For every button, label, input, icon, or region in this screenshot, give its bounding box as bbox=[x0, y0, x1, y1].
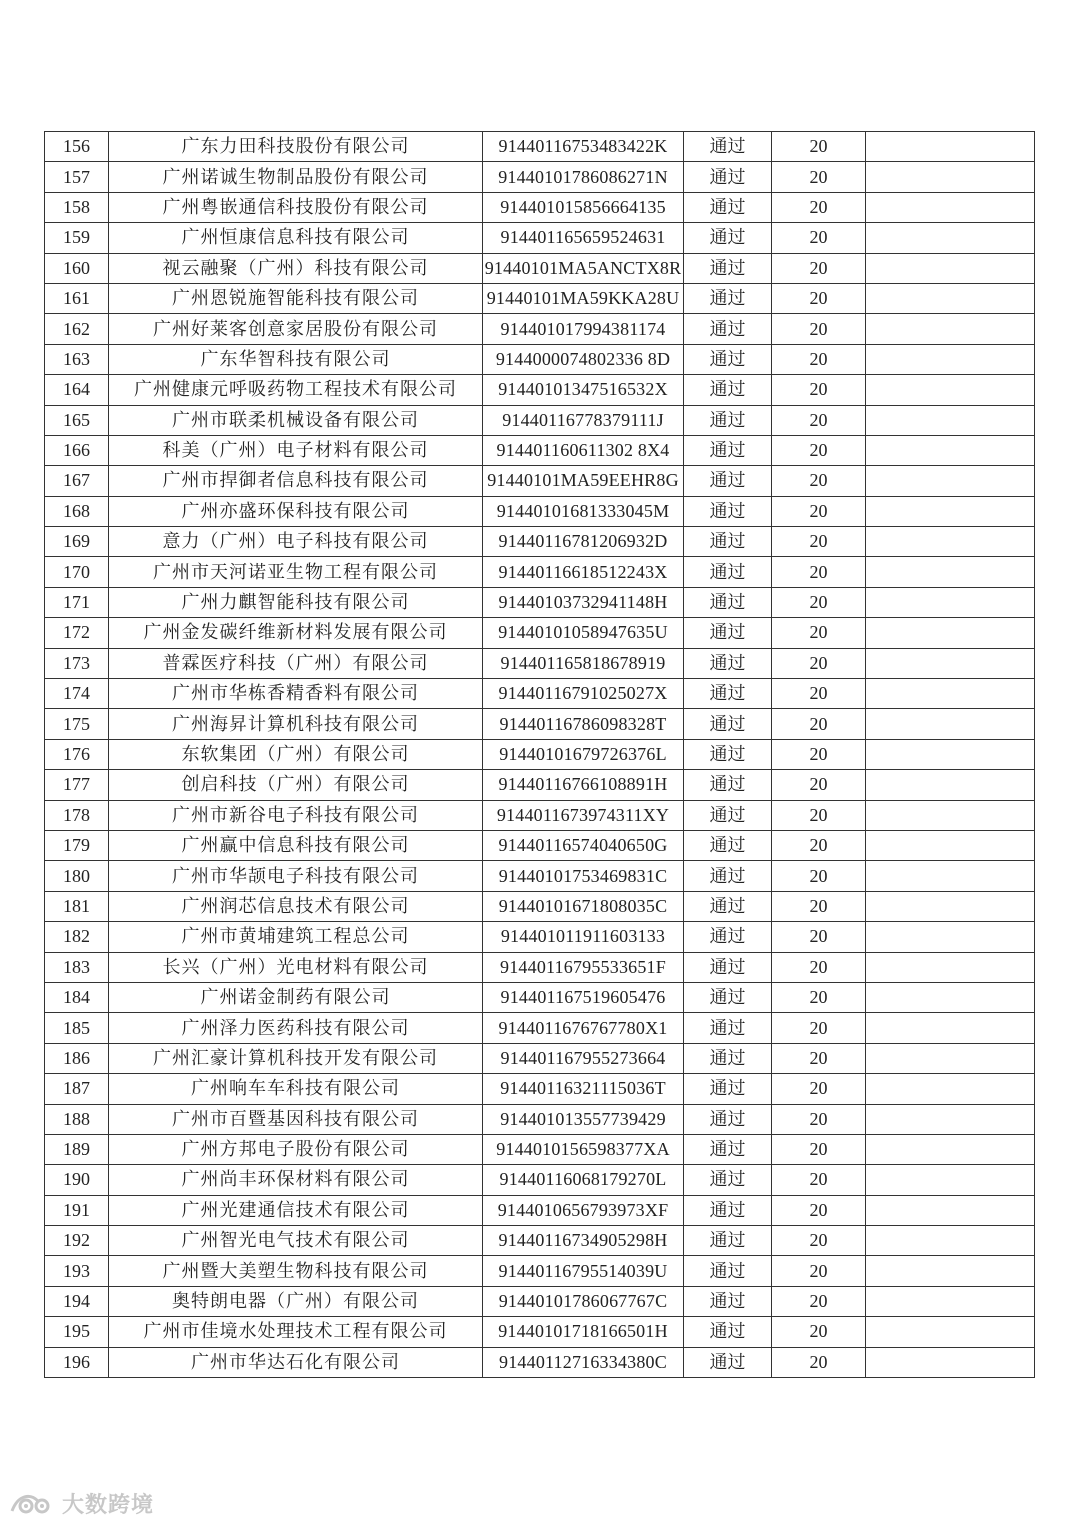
company-name-cell: 广州智光电气技术有限公司 bbox=[109, 1226, 483, 1256]
row-number-cell: 190 bbox=[45, 1165, 109, 1195]
credit-code-cell: 91440101718166501H bbox=[483, 1317, 684, 1347]
table-row bbox=[45, 618, 1035, 648]
company-name-cell: 广州赢中信息科技有限公司 bbox=[109, 830, 483, 860]
remark-cell bbox=[866, 770, 1035, 800]
status-cell: 通过 bbox=[684, 1347, 772, 1377]
status-cell: 通过 bbox=[684, 375, 772, 405]
score-cell: 20 bbox=[772, 1256, 866, 1286]
table-row bbox=[45, 192, 1035, 222]
score-cell: 20 bbox=[772, 891, 866, 921]
score-cell: 20 bbox=[772, 679, 866, 709]
row-number-cell: 170 bbox=[45, 557, 109, 587]
score-cell: 20 bbox=[772, 223, 866, 253]
table-row bbox=[45, 679, 1035, 709]
score-cell: 20 bbox=[772, 770, 866, 800]
score-cell: 20 bbox=[772, 132, 866, 162]
row-number-cell: 183 bbox=[45, 952, 109, 982]
table-row bbox=[45, 1317, 1035, 1347]
status-cell: 通过 bbox=[684, 709, 772, 739]
row-number-cell: 160 bbox=[45, 253, 109, 283]
company-name-cell: 广州方邦电子股份有限公司 bbox=[109, 1134, 483, 1164]
table-row bbox=[45, 739, 1035, 769]
remark-cell bbox=[866, 1195, 1035, 1225]
row-number-cell: 156 bbox=[45, 132, 109, 162]
eye-logo-icon bbox=[8, 1489, 56, 1519]
table-row bbox=[45, 770, 1035, 800]
company-name-cell: 广州恒康信息科技有限公司 bbox=[109, 223, 483, 253]
status-cell: 通过 bbox=[684, 1195, 772, 1225]
remark-cell bbox=[866, 800, 1035, 830]
remark-cell bbox=[866, 375, 1035, 405]
row-number-cell: 168 bbox=[45, 496, 109, 526]
status-cell: 通过 bbox=[684, 1165, 772, 1195]
credit-code-cell: 9144010656793973XF bbox=[483, 1195, 684, 1225]
company-name-cell: 奥特朗电器（广州）有限公司 bbox=[109, 1286, 483, 1316]
score-cell: 20 bbox=[772, 162, 866, 192]
credit-code-cell: 91440116766108891H bbox=[483, 770, 684, 800]
row-number-cell: 184 bbox=[45, 982, 109, 1012]
row-number-cell: 173 bbox=[45, 648, 109, 678]
row-number-cell: 180 bbox=[45, 861, 109, 891]
row-number-cell: 158 bbox=[45, 192, 109, 222]
company-name-cell: 广州汇豪计算机科技开发有限公司 bbox=[109, 1043, 483, 1073]
row-number-cell: 177 bbox=[45, 770, 109, 800]
table-row bbox=[45, 922, 1035, 952]
status-cell: 通过 bbox=[684, 952, 772, 982]
company-name-cell: 长兴（广州）光电材料有限公司 bbox=[109, 952, 483, 982]
row-number-cell: 163 bbox=[45, 344, 109, 374]
table-row bbox=[45, 1347, 1035, 1377]
table-row bbox=[45, 1165, 1035, 1195]
company-name-cell: 广州泽力医药科技有限公司 bbox=[109, 1013, 483, 1043]
row-number-cell: 157 bbox=[45, 162, 109, 192]
status-cell: 通过 bbox=[684, 527, 772, 557]
row-number-cell: 189 bbox=[45, 1134, 109, 1164]
credit-code-cell: 91440116734905298H bbox=[483, 1226, 684, 1256]
table-body bbox=[45, 132, 1035, 1378]
credit-code-cell: 91440101MA5ANCTX8R bbox=[483, 253, 684, 283]
credit-code-cell: 914401165818678919 bbox=[483, 648, 684, 678]
status-cell: 通过 bbox=[684, 1134, 772, 1164]
row-number-cell: 182 bbox=[45, 922, 109, 952]
row-number-cell: 185 bbox=[45, 1013, 109, 1043]
score-cell: 20 bbox=[772, 709, 866, 739]
score-cell: 20 bbox=[772, 1317, 866, 1347]
credit-code-cell: 914401167519605476 bbox=[483, 982, 684, 1012]
table-row bbox=[45, 1226, 1035, 1256]
status-cell: 通过 bbox=[684, 1043, 772, 1073]
company-name-cell: 创启科技（广州）有限公司 bbox=[109, 770, 483, 800]
status-cell: 通过 bbox=[684, 587, 772, 617]
table-row bbox=[45, 1286, 1035, 1316]
credit-code-cell: 91440101786067767C bbox=[483, 1286, 684, 1316]
status-cell: 通过 bbox=[684, 1104, 772, 1134]
row-number-cell: 167 bbox=[45, 466, 109, 496]
status-cell: 通过 bbox=[684, 162, 772, 192]
status-cell: 通过 bbox=[684, 253, 772, 283]
table-row bbox=[45, 223, 1035, 253]
table-row bbox=[45, 982, 1035, 1012]
company-name-cell: 普霖医疗科技（广州）有限公司 bbox=[109, 648, 483, 678]
status-cell: 通过 bbox=[684, 1286, 772, 1316]
company-name-cell: 广州市捍御者信息科技有限公司 bbox=[109, 466, 483, 496]
company-name-cell: 意力（广州）电子科技有限公司 bbox=[109, 527, 483, 557]
status-cell: 通过 bbox=[684, 192, 772, 222]
credit-code-cell: 9144011676767780X1 bbox=[483, 1013, 684, 1043]
remark-cell bbox=[866, 618, 1035, 648]
score-cell: 20 bbox=[772, 982, 866, 1012]
score-cell: 20 bbox=[772, 739, 866, 769]
company-name-cell: 东软集团（广州）有限公司 bbox=[109, 739, 483, 769]
row-number-cell: 191 bbox=[45, 1195, 109, 1225]
remark-cell bbox=[866, 679, 1035, 709]
company-name-cell: 广州尚丰环保材料有限公司 bbox=[109, 1165, 483, 1195]
table-row bbox=[45, 648, 1035, 678]
table-row bbox=[45, 952, 1035, 982]
row-number-cell: 162 bbox=[45, 314, 109, 344]
remark-cell bbox=[866, 1074, 1035, 1104]
remark-cell bbox=[866, 1104, 1035, 1134]
status-cell: 通过 bbox=[684, 648, 772, 678]
status-cell: 通过 bbox=[684, 982, 772, 1012]
row-number-cell: 196 bbox=[45, 1347, 109, 1377]
company-name-cell: 广州亦盛环保科技有限公司 bbox=[109, 496, 483, 526]
remark-cell bbox=[866, 587, 1035, 617]
row-number-cell: 172 bbox=[45, 618, 109, 648]
score-cell: 20 bbox=[772, 1104, 866, 1134]
remark-cell bbox=[866, 162, 1035, 192]
status-cell: 通过 bbox=[684, 223, 772, 253]
table-row bbox=[45, 283, 1035, 313]
table-row bbox=[45, 466, 1035, 496]
table-row bbox=[45, 709, 1035, 739]
credit-code-cell: 914401160611302 8X4 bbox=[483, 435, 684, 465]
score-cell: 20 bbox=[772, 283, 866, 313]
table-row bbox=[45, 496, 1035, 526]
remark-cell bbox=[866, 435, 1035, 465]
remark-cell bbox=[866, 1134, 1035, 1164]
status-cell: 通过 bbox=[684, 435, 772, 465]
status-cell: 通过 bbox=[684, 1074, 772, 1104]
table-row bbox=[45, 830, 1035, 860]
company-name-cell: 广州健康元呼吸药物工程技术有限公司 bbox=[109, 375, 483, 405]
company-name-cell: 广东华智科技有限公司 bbox=[109, 344, 483, 374]
table-row bbox=[45, 891, 1035, 921]
score-cell: 20 bbox=[772, 800, 866, 830]
row-number-cell: 171 bbox=[45, 587, 109, 617]
row-number-cell: 187 bbox=[45, 1074, 109, 1104]
table-row bbox=[45, 861, 1035, 891]
status-cell: 通过 bbox=[684, 861, 772, 891]
status-cell: 通过 bbox=[684, 830, 772, 860]
status-cell: 通过 bbox=[684, 344, 772, 374]
company-name-cell: 广州市佳境水处理技术工程有限公司 bbox=[109, 1317, 483, 1347]
remark-cell bbox=[866, 861, 1035, 891]
status-cell: 通过 bbox=[684, 770, 772, 800]
status-cell: 通过 bbox=[684, 466, 772, 496]
score-cell: 20 bbox=[772, 1165, 866, 1195]
score-cell: 20 bbox=[772, 830, 866, 860]
row-number-cell: 169 bbox=[45, 527, 109, 557]
company-name-cell: 广州润芯信息技术有限公司 bbox=[109, 891, 483, 921]
remark-cell bbox=[866, 496, 1035, 526]
credit-code-cell: 914401167955273664 bbox=[483, 1043, 684, 1073]
credit-code-cell: 9144011673974311XY bbox=[483, 800, 684, 830]
table-row bbox=[45, 1104, 1035, 1134]
company-name-cell: 广州响车车科技有限公司 bbox=[109, 1074, 483, 1104]
row-number-cell: 195 bbox=[45, 1317, 109, 1347]
row-number-cell: 164 bbox=[45, 375, 109, 405]
remark-cell bbox=[866, 466, 1035, 496]
row-number-cell: 175 bbox=[45, 709, 109, 739]
credit-code-cell: 91440112716334380C bbox=[483, 1347, 684, 1377]
score-cell: 20 bbox=[772, 375, 866, 405]
score-cell: 20 bbox=[772, 922, 866, 952]
row-number-cell: 165 bbox=[45, 405, 109, 435]
credit-code-cell: 91440116778379111J bbox=[483, 405, 684, 435]
table-row bbox=[45, 314, 1035, 344]
remark-cell bbox=[866, 223, 1035, 253]
remark-cell bbox=[866, 253, 1035, 283]
watermark-text: 大数跨境 bbox=[62, 1493, 155, 1518]
status-cell: 通过 bbox=[684, 557, 772, 587]
credit-code-cell: 91440101347516532X bbox=[483, 375, 684, 405]
status-cell: 通过 bbox=[684, 496, 772, 526]
status-cell: 通过 bbox=[684, 739, 772, 769]
score-cell: 20 bbox=[772, 952, 866, 982]
credit-code-cell: 91440101671808035C bbox=[483, 891, 684, 921]
remark-cell bbox=[866, 1043, 1035, 1073]
row-number-cell: 161 bbox=[45, 283, 109, 313]
credit-code-cell: 91440116795514039U bbox=[483, 1256, 684, 1286]
company-name-cell: 广州市华栋香精香料有限公司 bbox=[109, 679, 483, 709]
credit-code-cell: 91440101753469831C bbox=[483, 861, 684, 891]
table-row bbox=[45, 557, 1035, 587]
row-number-cell: 176 bbox=[45, 739, 109, 769]
remark-cell bbox=[866, 527, 1035, 557]
credit-code-cell: 914401165659524631 bbox=[483, 223, 684, 253]
row-number-cell: 174 bbox=[45, 679, 109, 709]
score-cell: 20 bbox=[772, 587, 866, 617]
remark-cell bbox=[866, 405, 1035, 435]
status-cell: 通过 bbox=[684, 314, 772, 344]
table-row bbox=[45, 435, 1035, 465]
status-cell: 通过 bbox=[684, 405, 772, 435]
remark-cell bbox=[866, 1286, 1035, 1316]
remark-cell bbox=[866, 1226, 1035, 1256]
score-cell: 20 bbox=[772, 861, 866, 891]
table-row bbox=[45, 253, 1035, 283]
remark-cell bbox=[866, 1256, 1035, 1286]
credit-code-cell: 91440101786086271N bbox=[483, 162, 684, 192]
company-name-cell: 广州诺金制药有限公司 bbox=[109, 982, 483, 1012]
remark-cell bbox=[866, 283, 1035, 313]
company-name-cell: 视云融聚（广州）科技有限公司 bbox=[109, 253, 483, 283]
score-cell: 20 bbox=[772, 344, 866, 374]
company-name-cell: 广州暨大美塑生物科技有限公司 bbox=[109, 1256, 483, 1286]
company-name-cell: 广州诺诚生物制品股份有限公司 bbox=[109, 162, 483, 192]
score-cell: 20 bbox=[772, 648, 866, 678]
company-name-cell: 广东力田科技股份有限公司 bbox=[109, 132, 483, 162]
company-name-cell: 广州市华颉电子科技有限公司 bbox=[109, 861, 483, 891]
remark-cell bbox=[866, 132, 1035, 162]
credit-code-cell: 91440116574040650G bbox=[483, 830, 684, 860]
remark-cell bbox=[866, 891, 1035, 921]
company-name-cell: 广州市天河诺亚生物工程有限公司 bbox=[109, 557, 483, 587]
status-cell: 通过 bbox=[684, 1013, 772, 1043]
status-cell: 通过 bbox=[684, 1226, 772, 1256]
table-row bbox=[45, 587, 1035, 617]
company-name-cell: 广州市华达石化有限公司 bbox=[109, 1347, 483, 1377]
score-cell: 20 bbox=[772, 1195, 866, 1225]
credit-code-cell: 91440116618512243X bbox=[483, 557, 684, 587]
credit-code-cell: 914401013557739429 bbox=[483, 1104, 684, 1134]
score-cell: 20 bbox=[772, 1286, 866, 1316]
row-number-cell: 194 bbox=[45, 1286, 109, 1316]
credit-code-cell: 91440116795533651F bbox=[483, 952, 684, 982]
score-cell: 20 bbox=[772, 527, 866, 557]
status-cell: 通过 bbox=[684, 1256, 772, 1286]
credit-code-cell: 91440101MA59KKA28U bbox=[483, 283, 684, 313]
watermark bbox=[8, 1488, 154, 1519]
credit-code-cell: 91440101681333045M bbox=[483, 496, 684, 526]
company-name-cell: 广州好莱客创意家居股份有限公司 bbox=[109, 314, 483, 344]
score-cell: 20 bbox=[772, 618, 866, 648]
table-row bbox=[45, 1013, 1035, 1043]
credit-code-cell: 914401011911603133 bbox=[483, 922, 684, 952]
score-cell: 20 bbox=[772, 557, 866, 587]
status-cell: 通过 bbox=[684, 679, 772, 709]
credit-code-cell: 914401015856664135 bbox=[483, 192, 684, 222]
score-cell: 20 bbox=[772, 314, 866, 344]
credit-code-cell: 91440116321115036T bbox=[483, 1074, 684, 1104]
row-number-cell: 178 bbox=[45, 800, 109, 830]
credit-code-cell: 9144000074802336 8D bbox=[483, 344, 684, 374]
remark-cell bbox=[866, 952, 1035, 982]
score-cell: 20 bbox=[772, 496, 866, 526]
table-row bbox=[45, 800, 1035, 830]
score-cell: 20 bbox=[772, 1134, 866, 1164]
company-name-cell: 科美（广州）电子材料有限公司 bbox=[109, 435, 483, 465]
remark-cell bbox=[866, 1317, 1035, 1347]
remark-cell bbox=[866, 344, 1035, 374]
company-name-cell: 广州粤嵌通信科技股份有限公司 bbox=[109, 192, 483, 222]
remark-cell bbox=[866, 1347, 1035, 1377]
table-row bbox=[45, 527, 1035, 557]
company-name-cell: 广州市百暨基因科技有限公司 bbox=[109, 1104, 483, 1134]
row-number-cell: 166 bbox=[45, 435, 109, 465]
status-cell: 通过 bbox=[684, 1317, 772, 1347]
row-number-cell: 181 bbox=[45, 891, 109, 921]
status-cell: 通过 bbox=[684, 891, 772, 921]
table-row bbox=[45, 1256, 1035, 1286]
remark-cell bbox=[866, 739, 1035, 769]
company-name-cell: 广州海昇计算机科技有限公司 bbox=[109, 709, 483, 739]
table-row bbox=[45, 162, 1035, 192]
remark-cell bbox=[866, 1165, 1035, 1195]
remark-cell bbox=[866, 830, 1035, 860]
company-name-cell: 广州市联柔机械设备有限公司 bbox=[109, 405, 483, 435]
score-cell: 20 bbox=[772, 435, 866, 465]
company-name-cell: 广州市黄埔建筑工程总公司 bbox=[109, 922, 483, 952]
status-cell: 通过 bbox=[684, 800, 772, 830]
credit-code-cell: 91440101MA59EEHR8G bbox=[483, 466, 684, 496]
credit-code-cell: 91440116753483422K bbox=[483, 132, 684, 162]
score-cell: 20 bbox=[772, 405, 866, 435]
table-row bbox=[45, 1195, 1035, 1225]
credit-code-cell: 91440101058947635U bbox=[483, 618, 684, 648]
row-number-cell: 186 bbox=[45, 1043, 109, 1073]
table-row bbox=[45, 344, 1035, 374]
score-cell: 20 bbox=[772, 1074, 866, 1104]
remark-cell bbox=[866, 648, 1035, 678]
table-row bbox=[45, 132, 1035, 162]
company-name-cell: 广州力麒智能科技有限公司 bbox=[109, 587, 483, 617]
company-name-cell: 广州恩锐施智能科技有限公司 bbox=[109, 283, 483, 313]
credit-code-cell: 91440103732941148H bbox=[483, 587, 684, 617]
company-list-table bbox=[44, 131, 1035, 1378]
table-row bbox=[45, 375, 1035, 405]
status-cell: 通过 bbox=[684, 132, 772, 162]
table-row bbox=[45, 1134, 1035, 1164]
row-number-cell: 193 bbox=[45, 1256, 109, 1286]
credit-code-cell: 91440116781206932D bbox=[483, 527, 684, 557]
status-cell: 通过 bbox=[684, 618, 772, 648]
company-name-cell: 广州光建通信技术有限公司 bbox=[109, 1195, 483, 1225]
row-number-cell: 188 bbox=[45, 1104, 109, 1134]
remark-cell bbox=[866, 709, 1035, 739]
credit-code-cell: 91440101679726376L bbox=[483, 739, 684, 769]
score-cell: 20 bbox=[772, 253, 866, 283]
remark-cell bbox=[866, 192, 1035, 222]
credit-code-cell: 91440116791025027X bbox=[483, 679, 684, 709]
table-row bbox=[45, 1043, 1035, 1073]
company-name-cell: 广州金发碳纤维新材料发展有限公司 bbox=[109, 618, 483, 648]
remark-cell bbox=[866, 1013, 1035, 1043]
credit-code-cell: 9144010156598377XA bbox=[483, 1134, 684, 1164]
score-cell: 20 bbox=[772, 466, 866, 496]
row-number-cell: 179 bbox=[45, 830, 109, 860]
table-row bbox=[45, 1074, 1035, 1104]
credit-code-cell: 91440116068179270L bbox=[483, 1165, 684, 1195]
remark-cell bbox=[866, 314, 1035, 344]
score-cell: 20 bbox=[772, 1043, 866, 1073]
score-cell: 20 bbox=[772, 1347, 866, 1377]
credit-code-cell: 914401017994381174 bbox=[483, 314, 684, 344]
status-cell: 通过 bbox=[684, 922, 772, 952]
score-cell: 20 bbox=[772, 1226, 866, 1256]
row-number-cell: 192 bbox=[45, 1226, 109, 1256]
remark-cell bbox=[866, 922, 1035, 952]
table-row bbox=[45, 405, 1035, 435]
company-name-cell: 广州市新谷电子科技有限公司 bbox=[109, 800, 483, 830]
score-cell: 20 bbox=[772, 192, 866, 222]
score-cell: 20 bbox=[772, 1013, 866, 1043]
row-number-cell: 159 bbox=[45, 223, 109, 253]
credit-code-cell: 91440116786098328T bbox=[483, 709, 684, 739]
status-cell: 通过 bbox=[684, 283, 772, 313]
remark-cell bbox=[866, 982, 1035, 1012]
remark-cell bbox=[866, 557, 1035, 587]
